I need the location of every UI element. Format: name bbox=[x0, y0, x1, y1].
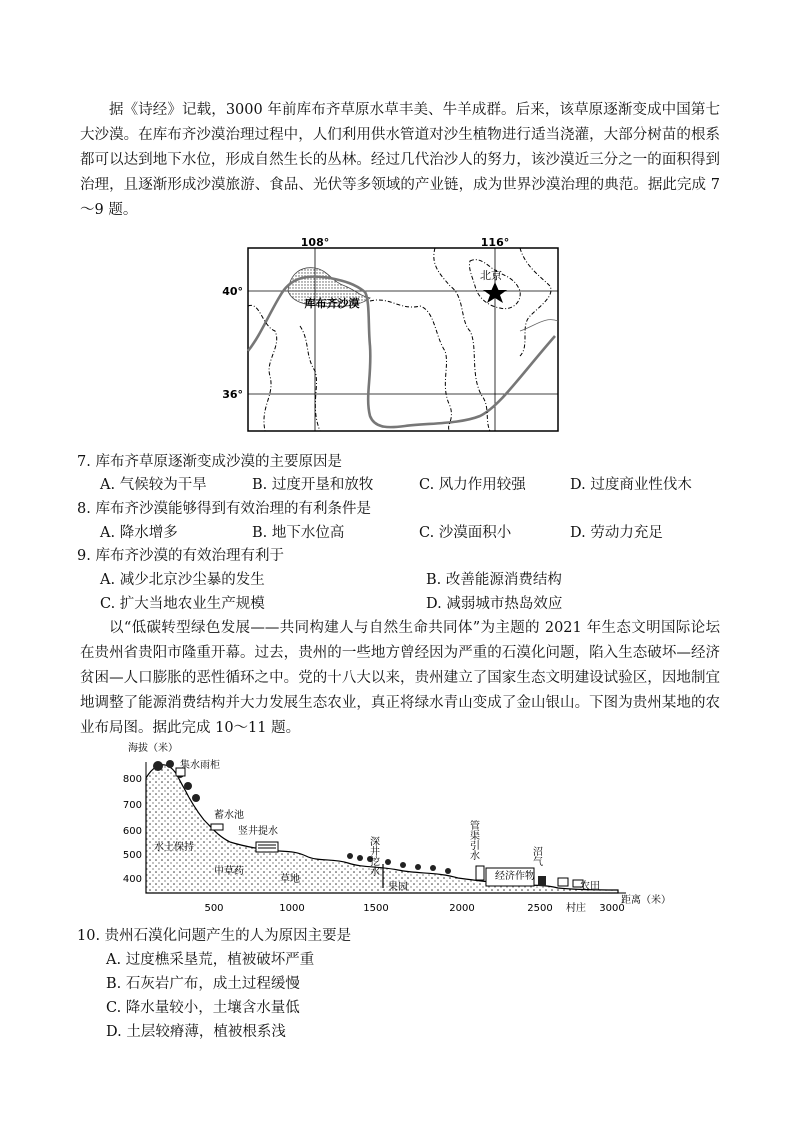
label-cash-crops: 经济作物 bbox=[495, 871, 535, 882]
q10-option-a: A. 过度樵采垦荒，植被破坏严重 bbox=[106, 952, 315, 968]
question-7: 7. 库布齐草原逐渐变成沙漠的主要原因是 bbox=[77, 454, 342, 470]
passage-2: 以“低碳转型绿色发展——共同构建人与自然生命共同体”为主题的 2021 年生态文明国际论坛在贵州省贵阳市隆重开幕。过去，贵州的一些地方曾经因为严重的石漠化问题，陷入生态破坏—经济贫困—人口膨胀的恶性循环之中。党的十八大以来，贵州建立了国家生态文明建设试验区，因地制宜地调整了能源消费结构并大力发展生态农业，真正将绿水青山变成了金山银山。下图为贵州某地的农业布局图。据此完成 10～11 题。 bbox=[80, 620, 720, 736]
house-icon bbox=[558, 878, 568, 886]
q10-option-c: C. 降水量较小，土壤含水量低 bbox=[106, 1000, 300, 1016]
question-10: 10. 贵州石漠化问题产生的人为原因主要是 bbox=[77, 928, 352, 944]
q8-option-c: C. 沙漠面积小 bbox=[419, 525, 512, 541]
x-axis-title: 距离（米） bbox=[621, 895, 671, 906]
label-herbs: 中草药 bbox=[214, 866, 244, 877]
q7-option-c: C. 风力作用较强 bbox=[419, 477, 526, 493]
q8-option-b: B. 地下水位高 bbox=[252, 525, 345, 541]
label-orchard: 果园 bbox=[388, 882, 408, 893]
q9-option-b: B. 改善能源消费结构 bbox=[426, 572, 562, 588]
kubuqi-map bbox=[220, 236, 570, 436]
label-village: 村庄 bbox=[566, 903, 586, 914]
label-biogas: 沼气 bbox=[530, 846, 542, 866]
pipe-channel-icon bbox=[476, 866, 484, 880]
passage-1: 据《诗经》记载，3000 年前库布齐草原水草丰美、牛羊成群。后来，该草原逐渐变成中国第七大沙漠。在库布齐沙漠治理过程中，人们利用供水管道对沙生植物进行适当浇灌，大部分树苗的根系都可以达到地下水位，形成自然生长的丛林。经过几代治沙人的努力，该沙漠近三分之一的面积得到治理，且逐渐形成沙漠旅游、食品、光伏等多领域的产业链，成为世界沙漠治理的典范。据此完成 7～9 题。 bbox=[80, 102, 720, 218]
q9-option-c: C. 扩大当地农业生产规模 bbox=[100, 596, 265, 612]
q9-option-a: A. 减少北京沙尘暴的发生 bbox=[100, 572, 265, 588]
biogas-icon bbox=[538, 876, 546, 886]
q8-option-d: D. 劳动力充足 bbox=[570, 525, 663, 541]
label-deep-well: 深井挖水 bbox=[367, 836, 379, 876]
y-axis-title: 海拔（米） bbox=[128, 743, 178, 754]
q7-option-a: A. 气候较为干旱 bbox=[100, 477, 207, 493]
desert-label: 库布齐沙漠 bbox=[304, 297, 360, 310]
x-tick: 1000 bbox=[279, 903, 305, 914]
label-farmland: 农田 bbox=[580, 881, 600, 892]
label-pool: 蓄水池 bbox=[214, 810, 244, 821]
x-tick: 3000 bbox=[599, 903, 625, 914]
guizhou-agri-profile bbox=[118, 738, 680, 918]
label-pipe-channel: 管渠引水 bbox=[467, 820, 479, 860]
y-tick: 500 bbox=[122, 850, 142, 861]
lon-116-label: 116° bbox=[480, 236, 510, 249]
y-tick: 400 bbox=[122, 874, 142, 885]
q7-option-b: B. 过度开垦和放牧 bbox=[252, 477, 374, 493]
label-soil-conservation: 水土保持 bbox=[154, 842, 194, 853]
x-tick: 2500 bbox=[527, 903, 553, 914]
x-tick: 500 bbox=[204, 903, 224, 914]
q7-option-d: D. 过度商业性伐木 bbox=[570, 477, 692, 493]
q9-option-d: D. 减弱城市热岛效应 bbox=[426, 596, 563, 612]
question-8: 8. 库布齐沙漠能够得到有效治理的有利条件是 bbox=[77, 501, 371, 517]
lat-36-label: 36° bbox=[222, 388, 243, 401]
x-tick: 2000 bbox=[449, 903, 475, 914]
q8-option-a: A. 降水增多 bbox=[100, 525, 178, 541]
question-9: 9. 库布齐沙漠的有效治理有利于 bbox=[77, 548, 284, 564]
beijing-label: 北京 bbox=[480, 269, 502, 282]
q10-option-b: B. 石灰岩广布，成土过程缓慢 bbox=[106, 976, 300, 992]
y-tick: 600 bbox=[122, 826, 142, 837]
label-grassland: 草地 bbox=[280, 874, 300, 885]
lat-40-label: 40° bbox=[222, 285, 243, 298]
label-rain-cistern: 集水雨柜 bbox=[180, 760, 220, 771]
lon-108-label: 108° bbox=[300, 236, 330, 249]
well-pump-icon bbox=[256, 842, 278, 852]
pool-icon bbox=[211, 824, 223, 830]
y-tick: 700 bbox=[122, 800, 142, 811]
q10-option-d: D. 土层较瘠薄，植被根系浅 bbox=[106, 1024, 286, 1040]
y-tick: 800 bbox=[122, 774, 142, 785]
label-well: 竖井提水 bbox=[238, 826, 278, 837]
x-tick: 1500 bbox=[363, 903, 389, 914]
